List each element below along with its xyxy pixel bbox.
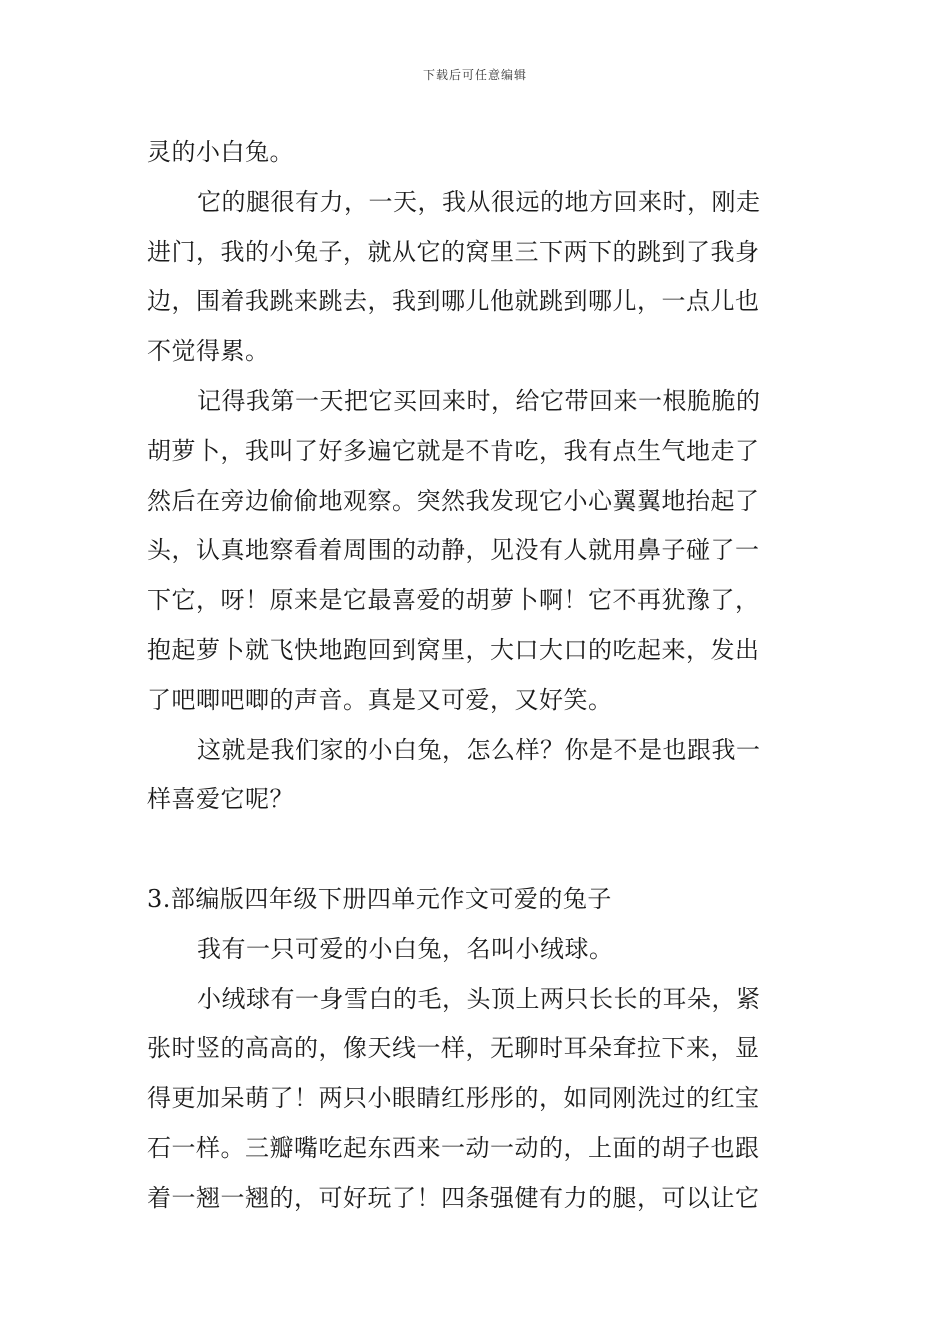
paragraph-line: 石一样。三瓣嘴吃起东西来一动一动的，上面的胡子也跟 <box>147 1133 760 1162</box>
page-header: 下载后可任意编辑 <box>422 68 527 82</box>
blank-line <box>147 825 807 875</box>
paragraph-line: 着一翘一翘的，可好玩了！四条强健有力的腿，可以让它 <box>147 1183 760 1212</box>
paragraph-line: 下它，呀！原来是它最喜爱的胡萝卜啊！它不再犹豫了， <box>147 586 760 615</box>
paragraph-line: 记得我第一天把它买回来时，给它带回来一根脆脆的 <box>197 386 761 415</box>
paragraph-line: 得更加呆萌了！两只小眼睛红彤彤的，如同刚洗过的红宝 <box>147 1084 760 1113</box>
paragraph-line: 进门，我的小兔子，就从它的窝里三下两下的跳到了我身 <box>147 237 760 266</box>
paragraph-line: 它的腿很有力，一天，我从很远的地方回来时，刚走 <box>197 187 761 216</box>
paragraph-line: 灵的小白兔。 <box>147 138 294 166</box>
paragraph-line: 这就是我们家的小白兔，怎么样？你是不是也跟我一 <box>197 735 761 764</box>
paragraph-line: 边，围着我跳来跳去，我到哪儿他就跳到哪儿，一点儿也 <box>147 287 760 316</box>
paragraph-line: 抱起萝卜就飞快地跑回到窝里，大口大口的吃起来，发出 <box>147 635 760 664</box>
paragraph-line: 不觉得累。 <box>147 337 270 366</box>
paragraph-line: 然后在旁边偷偷地观察。突然我发现它小心翼翼地抬起了 <box>147 486 760 515</box>
section-heading: 3.部编版四年级下册四单元作文可爱的兔子 <box>147 884 612 913</box>
paragraph-line: 张时竖的高高的，像天线一样，无聊时耳朵耷拉下来，显 <box>147 1034 760 1063</box>
paragraph-line: 小绒球有一身雪白的毛，头顶上两只长长的耳朵，紧 <box>197 984 761 1013</box>
paragraph-line: 头，认真地察看着周围的动静，见没有人就用鼻子碰了一 <box>147 536 760 565</box>
paragraph-line: 了吧唧吧唧的声音。真是又可爱，又好笑。 <box>147 685 613 714</box>
paragraph-line: 胡萝卜，我叫了好多遍它就是不肯吃，我有点生气地走了 <box>147 436 760 465</box>
paragraph-line: 样喜爱它呢？ <box>147 785 294 814</box>
paragraph-line: 我有一只可爱的小白兔，名叫小绒球。 <box>197 934 614 963</box>
document-body <box>147 128 807 1224</box>
